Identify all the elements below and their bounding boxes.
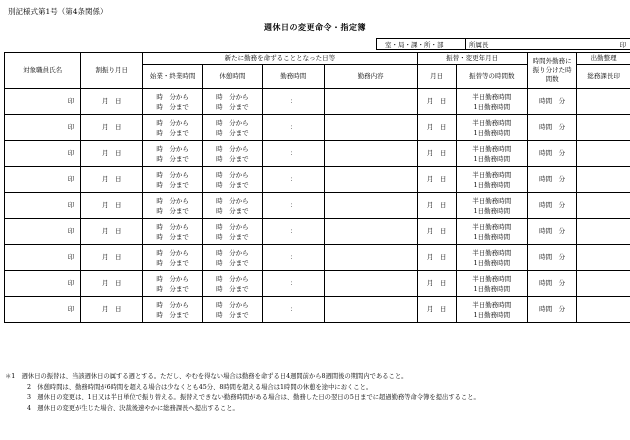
month-day-text: 月 日 (102, 279, 122, 287)
overtime-cell[interactable] (527, 271, 577, 297)
header-manager-seal: 総務課長印 (577, 65, 630, 89)
to-text: 時 分まで (216, 154, 249, 163)
table-row (5, 89, 630, 115)
from-text: 時 分から (216, 196, 249, 205)
department-head-label: 所属長 (469, 41, 489, 49)
note-3: 3 週休日の変更は、1日又は半日単位で振り替える。振替えできない勤務時間がある場合は、勤務した日の翌日の5日までに超過勤務等命令簿を提出すること。 (27, 394, 480, 401)
one-day-text: 1日勤務時間 (473, 128, 511, 137)
break-cell[interactable] (203, 271, 263, 297)
colon-text: ： (290, 253, 297, 261)
month-day-text: 月 日 (102, 201, 122, 209)
assign-date-cell[interactable] (81, 89, 143, 115)
from-text: 時 分から (156, 274, 189, 283)
assign-date-cell[interactable] (81, 167, 143, 193)
header-overtime-hours: 時間外勤務に振り分けた時間数 (527, 53, 577, 89)
month-day-text: 月 日 (102, 227, 122, 235)
seal-mark: 印 (67, 201, 75, 209)
colon-text: ： (290, 149, 297, 157)
work-content-cell[interactable] (324, 115, 417, 141)
month-day-text: 月 日 (426, 149, 447, 157)
work-hours-cell[interactable] (262, 219, 324, 245)
header-break: 休憩時間 (203, 65, 263, 89)
from-text: 時 分から (216, 144, 249, 153)
from-text: 時 分から (216, 118, 249, 127)
colon-text: ： (290, 123, 297, 131)
colon-text: ： (290, 201, 297, 209)
schedule-table (4, 52, 630, 323)
month-day-text: 月 日 (426, 97, 447, 105)
assign-date-cell[interactable] (81, 141, 143, 167)
work-content-cell[interactable] (324, 245, 417, 271)
one-day-text: 1日勤務時間 (473, 154, 511, 163)
header-substitution-group: 振替・変更年月日 (417, 53, 527, 65)
colon-text: ： (290, 175, 297, 183)
work-content-cell[interactable] (324, 219, 417, 245)
substitution-hours-cell[interactable] (456, 271, 527, 297)
month-day-text: 月 日 (102, 123, 122, 131)
work-content-cell[interactable] (324, 193, 417, 219)
note-2: 2 休憩時間は、勤務時間が6時間を超える場合は少なくとも45分、8時間を超える場合は1時間の休憩を途中におくこと。 (27, 383, 373, 391)
seal-cell[interactable] (5, 115, 81, 141)
substitution-date-cell[interactable] (417, 245, 456, 271)
note-1: ＊1 週休日の振替は、当該週休日の属する週とする。ただし、やむを得ない場合は勤務を命ずる日4週間前から8週間後の期間内であること。 (5, 373, 408, 380)
substitution-hours-cell[interactable] (456, 297, 527, 323)
seal-mark: 印 (67, 227, 75, 235)
work-content-cell[interactable] (324, 89, 417, 115)
from-text: 時 分から (156, 170, 189, 179)
start-end-cell[interactable] (143, 167, 203, 193)
substitution-date-cell[interactable] (417, 167, 456, 193)
hours-minutes-text: 時間 分 (539, 97, 566, 105)
break-cell[interactable] (203, 297, 263, 323)
month-day-text: 月 日 (102, 305, 122, 313)
seal-mark: 印 (67, 149, 75, 157)
to-text: 時 分まで (156, 102, 189, 111)
manager-seal-cell[interactable] (577, 219, 630, 245)
break-cell[interactable] (203, 141, 263, 167)
work-hours-cell[interactable] (262, 167, 324, 193)
seal-cell[interactable] (5, 219, 81, 245)
to-text: 時 分まで (156, 258, 189, 267)
half-day-text: 半日勤務時間 (472, 170, 512, 179)
from-text: 時 分から (216, 274, 249, 283)
table-row (5, 115, 630, 141)
break-cell[interactable] (203, 89, 263, 115)
from-text: 時 分から (216, 222, 249, 231)
overtime-cell[interactable] (527, 89, 577, 115)
one-day-text: 1日勤務時間 (473, 258, 511, 267)
break-cell[interactable] (203, 245, 263, 271)
manager-seal-cell[interactable] (577, 245, 630, 271)
substitution-hours-cell[interactable] (456, 141, 527, 167)
month-day-text: 月 日 (426, 305, 447, 313)
seal-cell[interactable] (5, 167, 81, 193)
one-day-text: 1日勤務時間 (473, 310, 511, 319)
assign-date-cell[interactable] (81, 271, 143, 297)
work-hours-cell[interactable] (262, 297, 324, 323)
half-day-text: 半日勤務時間 (472, 118, 512, 127)
substitution-hours-cell[interactable] (456, 167, 527, 193)
header-attendance: 出勤整理 (577, 53, 630, 65)
assign-date-cell[interactable] (81, 245, 143, 271)
to-text: 時 分まで (156, 284, 189, 293)
header-month-day: 月日 (417, 65, 456, 89)
seal-mark: 印 (67, 279, 75, 287)
from-text: 時 分から (156, 118, 189, 127)
substitution-date-cell[interactable] (417, 271, 456, 297)
document-title: 週休日の変更命令・指定簿 (264, 22, 366, 32)
seal-cell[interactable] (5, 193, 81, 219)
one-day-text: 1日勤務時間 (473, 232, 511, 241)
manager-seal-cell[interactable] (577, 271, 630, 297)
colon-text: ： (290, 97, 297, 105)
colon-text: ： (290, 227, 297, 235)
manager-seal-cell[interactable] (577, 89, 630, 115)
substitution-hours-cell[interactable] (456, 193, 527, 219)
assign-date-cell[interactable] (81, 297, 143, 323)
to-text: 時 分まで (156, 206, 189, 215)
from-text: 時 分から (216, 170, 249, 179)
manager-seal-cell[interactable] (577, 115, 630, 141)
work-content-cell[interactable] (324, 167, 417, 193)
table-row (5, 271, 630, 297)
to-text: 時 分まで (216, 258, 249, 267)
table-row (5, 297, 630, 323)
department-row (376, 38, 630, 50)
seal-mark: 印 (67, 175, 75, 183)
manager-seal-cell[interactable] (577, 193, 630, 219)
to-text: 時 分まで (216, 128, 249, 137)
to-text: 時 分まで (216, 310, 249, 319)
work-hours-cell[interactable] (262, 193, 324, 219)
to-text: 時 分まで (156, 154, 189, 163)
assign-date-cell[interactable] (81, 219, 143, 245)
month-day-text: 月 日 (426, 279, 447, 287)
seal-mark: 印 (67, 97, 75, 105)
one-day-text: 1日勤務時間 (473, 102, 511, 111)
substitution-date-cell[interactable] (417, 219, 456, 245)
break-cell[interactable] (203, 115, 263, 141)
form-number-label: 別記様式第1号（第4条関係） (8, 7, 108, 16)
hours-minutes-text: 時間 分 (539, 149, 566, 157)
table-row (5, 219, 630, 245)
hours-minutes-text: 時間 分 (539, 201, 566, 209)
to-text: 時 分まで (216, 180, 249, 189)
header-work-content: 勤務内容 (324, 65, 417, 89)
table-row (5, 167, 630, 193)
table-row (5, 141, 630, 167)
overtime-cell[interactable] (527, 245, 577, 271)
half-day-text: 半日勤務時間 (472, 300, 512, 309)
overtime-cell[interactable] (527, 193, 577, 219)
work-content-cell[interactable] (324, 141, 417, 167)
department-label: 室・局・課・所・部 (385, 41, 444, 49)
month-day-text: 月 日 (426, 253, 447, 261)
overtime-cell[interactable] (527, 167, 577, 193)
seal-cell[interactable] (5, 89, 81, 115)
seal-cell[interactable] (5, 271, 81, 297)
hours-minutes-text: 時間 分 (539, 123, 566, 131)
from-text: 時 分から (216, 300, 249, 309)
half-day-text: 半日勤務時間 (472, 248, 512, 257)
seal-mark: 印 (67, 305, 75, 313)
one-day-text: 1日勤務時間 (473, 206, 511, 215)
half-day-text: 半日勤務時間 (472, 222, 512, 231)
substitution-hours-cell[interactable] (456, 115, 527, 141)
manager-seal-cell[interactable] (577, 167, 630, 193)
month-day-text: 月 日 (426, 201, 447, 209)
work-content-cell[interactable] (324, 271, 417, 297)
overtime-cell[interactable] (527, 141, 577, 167)
month-day-text: 月 日 (426, 123, 447, 131)
half-day-text: 半日勤務時間 (472, 196, 512, 205)
hours-minutes-text: 時間 分 (539, 175, 566, 183)
start-end-cell[interactable] (143, 141, 203, 167)
note-4: 4 週休日の変更が生じた場合、決裁後速やかに総務課長へ提出すること。 (27, 404, 239, 412)
substitution-date-cell[interactable] (417, 115, 456, 141)
half-day-text: 半日勤務時間 (472, 92, 512, 101)
to-text: 時 分まで (216, 102, 249, 111)
header-assign-date: 割振り月日 (81, 53, 143, 89)
break-cell[interactable] (203, 219, 263, 245)
to-text: 時 分まで (156, 310, 189, 319)
assign-date-cell[interactable] (81, 115, 143, 141)
seal-mark: 印 (67, 123, 75, 131)
from-text: 時 分から (156, 92, 189, 101)
from-text: 時 分から (216, 248, 249, 257)
substitution-date-cell[interactable] (417, 141, 456, 167)
one-day-text: 1日勤務時間 (473, 284, 511, 293)
start-end-cell[interactable] (143, 297, 203, 323)
substitution-hours-cell[interactable] (456, 245, 527, 271)
month-day-text: 月 日 (426, 175, 447, 183)
substitution-hours-cell[interactable] (456, 219, 527, 245)
work-hours-cell[interactable] (262, 115, 324, 141)
header-employee-name: 対象職員氏名 (5, 53, 81, 89)
header-substitution-hours: 振替等の時間数 (456, 65, 527, 89)
assign-date-cell[interactable] (81, 193, 143, 219)
overtime-cell[interactable] (527, 115, 577, 141)
seal-cell[interactable] (5, 297, 81, 323)
start-end-cell[interactable] (143, 89, 203, 115)
from-text: 時 分から (156, 222, 189, 231)
start-end-cell[interactable] (143, 245, 203, 271)
month-day-text: 月 日 (426, 227, 447, 235)
break-cell[interactable] (203, 167, 263, 193)
to-text: 時 分まで (216, 232, 249, 241)
break-cell[interactable] (203, 193, 263, 219)
to-text: 時 分まで (156, 180, 189, 189)
from-text: 時 分から (156, 196, 189, 205)
month-day-text: 月 日 (102, 175, 122, 183)
substitution-date-cell[interactable] (417, 297, 456, 323)
manager-seal-cell[interactable] (577, 297, 630, 323)
half-day-text: 半日勤務時間 (472, 144, 512, 153)
one-day-text: 1日勤務時間 (473, 180, 511, 189)
work-hours-cell[interactable] (262, 245, 324, 271)
seal-cell[interactable] (5, 141, 81, 167)
from-text: 時 分から (156, 248, 189, 257)
table-row (5, 193, 630, 219)
from-text: 時 分から (156, 300, 189, 309)
header-new-duty-group: 新たに勤務を命ずることとなった日等 (143, 53, 417, 65)
to-text: 時 分まで (216, 206, 249, 215)
work-hours-cell[interactable] (262, 89, 324, 115)
to-text: 時 分まで (156, 232, 189, 241)
hours-minutes-text: 時間 分 (539, 305, 566, 313)
month-day-text: 月 日 (102, 253, 122, 261)
department-head-seal: 印 (619, 41, 626, 49)
to-text: 時 分まで (216, 284, 249, 293)
table-row (5, 245, 630, 271)
from-text: 時 分から (156, 144, 189, 153)
work-hours-cell[interactable] (262, 141, 324, 167)
substitution-date-cell[interactable] (417, 193, 456, 219)
hours-minutes-text: 時間 分 (539, 227, 566, 235)
from-text: 時 分から (216, 92, 249, 101)
colon-text: ： (290, 305, 297, 313)
seal-mark: 印 (67, 253, 75, 261)
hours-minutes-text: 時間 分 (539, 279, 566, 287)
month-day-text: 月 日 (102, 149, 122, 157)
start-end-cell[interactable] (143, 115, 203, 141)
work-content-cell[interactable] (324, 297, 417, 323)
substitution-date-cell[interactable] (417, 89, 456, 115)
notes-section (5, 372, 625, 414)
start-end-cell[interactable] (143, 193, 203, 219)
substitution-hours-cell[interactable] (456, 89, 527, 115)
overtime-cell[interactable] (527, 219, 577, 245)
half-day-text: 半日勤務時間 (472, 274, 512, 283)
start-end-cell[interactable] (143, 219, 203, 245)
work-hours-cell[interactable] (262, 271, 324, 297)
month-day-text: 月 日 (102, 97, 122, 105)
colon-text: ： (290, 279, 297, 287)
manager-seal-cell[interactable] (577, 141, 630, 167)
start-end-cell[interactable] (143, 271, 203, 297)
hours-minutes-text: 時間 分 (539, 253, 566, 261)
overtime-cell[interactable] (527, 297, 577, 323)
header-work-hours: 勤務時間 (262, 65, 324, 89)
seal-cell[interactable] (5, 245, 81, 271)
header-start-end: 始業・終業時間 (143, 65, 203, 89)
to-text: 時 分まで (156, 128, 189, 137)
